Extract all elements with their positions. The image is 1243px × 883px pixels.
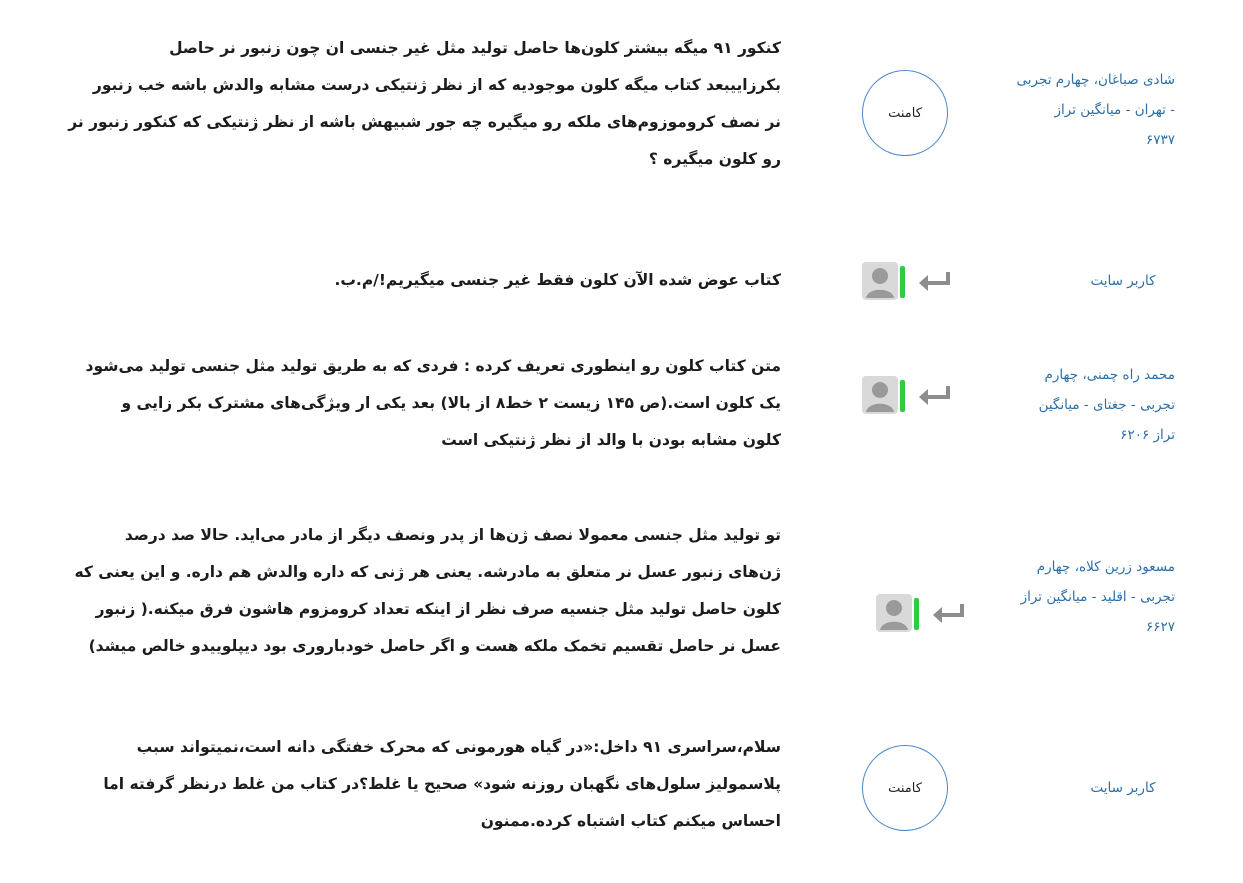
comment-badge: کامنت: [862, 70, 948, 156]
comment-author[interactable]: [1058, 266, 1188, 296]
user-avatar-icon: [862, 376, 906, 416]
author-line: مسعود زرین کلاه، چهارم: [1036, 559, 1175, 575]
comment-badge: کامنت: [862, 745, 948, 831]
comment-line: یک کلون است.(ص ۱۴۵ زیست ۲ خط۸ از بالا) بعد یکی ار ویژگی‌های مشترک بکر زایی و: [121, 394, 781, 412]
comment-line: متن کتاب کلون رو اینطوری تعریف کرده : فردی که به طریق تولید مثل جنسی تولید می‌شود: [85, 357, 781, 375]
comment-text: [68, 30, 781, 178]
comment-text: [86, 348, 781, 459]
comment-line: کنکور ۹۱ میگه بیشتر کلون‌ها حاصل تولید مثل غیر جنسی ان چون زنبور نر حاصل: [169, 39, 781, 57]
comment-line: عسل نر حاصل تقسیم تخمک ملکه هست و اگر حاصل خودباروری بود دیپلوییدو خالص میشد): [88, 637, 781, 655]
user-avatar-icon: [876, 594, 920, 634]
comment-line: رو کلون میگیره ؟: [648, 150, 781, 168]
comment-line: کتاب عوض شده الآن کلون فقط غیر جنسی میگیریم!/م.ب.: [334, 271, 781, 289]
reply-indicator: [876, 594, 966, 634]
author-line: - تهران - میانگین تراز: [1054, 102, 1175, 118]
reply-indicator: [862, 262, 952, 302]
author-line: تجربی - جغتای - میانگین: [1038, 397, 1175, 413]
comment-line: نر نصف کروموزوم‌های ملکه رو میگیره چه جور شبیهش باشه از نظر ژنتیکی که کنکور زنبور نر: [68, 113, 781, 131]
author-line: محمد راه چمنی، چهارم: [1044, 367, 1175, 383]
comment-text: [103, 729, 781, 840]
comment-line: بکرزاییبعد کتاب میگه کلون موجودیه که از نظر ژنتیکی درست مشابه والدش باشه خب زنبور: [92, 76, 781, 94]
author-line: ۶۶۲۷: [1145, 619, 1175, 635]
comment-line: تو تولید مثل جنسی معمولا نصف ژن‌ها از پدر ونصف دیگر از مادر می‌اید. حالا صد درصد: [124, 526, 781, 544]
author-line: تجربی - اقلید - میانگین تراز: [1020, 589, 1175, 605]
reply-arrow-icon: [916, 383, 952, 409]
comment-line: سلام،سراسری ۹۱ داخل:«در گیاه هورمونی که محرک خفتگی دانه است،نمیتواند سبب: [136, 738, 781, 756]
comment-line: کلون حاصل تولید مثل جنسیه صرف نظر از اینکه تعداد کرومزوم هاشون فرق میکنه.( زنبور: [95, 600, 781, 618]
comment-author[interactable]: [1058, 773, 1188, 803]
comment-line: کلون مشابه بودن با والد از نظر ژنتیکی است: [441, 431, 781, 449]
comment-line: پلاسمولیز سلول‌های نگهبان روزنه شود» صحیح یا غلط؟در کتاب من غلط درنظر گرفته اما: [103, 775, 781, 793]
comment-line: ژن‌های زنبور عسل نر متعلق به مادرشه. یعنی هر ژنی که داره والدش هم داره. و این یعنی که: [74, 563, 781, 581]
comment-author[interactable]: [1015, 360, 1175, 450]
author-line: تراز ۶۲۰۶: [1120, 427, 1175, 443]
reply-arrow-icon: [916, 269, 952, 295]
author-line: شادی صباغان، چهارم تجربی: [1016, 72, 1175, 88]
comment-line: احساس میکنم کتاب اشتباه کرده.ممنون: [480, 812, 781, 830]
comment-author[interactable]: [995, 552, 1175, 642]
user-avatar-icon: [862, 262, 906, 302]
reply-arrow-icon: [930, 601, 966, 627]
comment-author[interactable]: [995, 65, 1175, 155]
reply-indicator: [862, 376, 952, 416]
comment-text: [74, 517, 781, 665]
author-line: کاربر سایت: [1090, 780, 1156, 796]
comment-text: [334, 262, 781, 299]
author-line: کاربر سایت: [1090, 273, 1156, 289]
author-line: ۶۷۳۷: [1145, 132, 1175, 148]
